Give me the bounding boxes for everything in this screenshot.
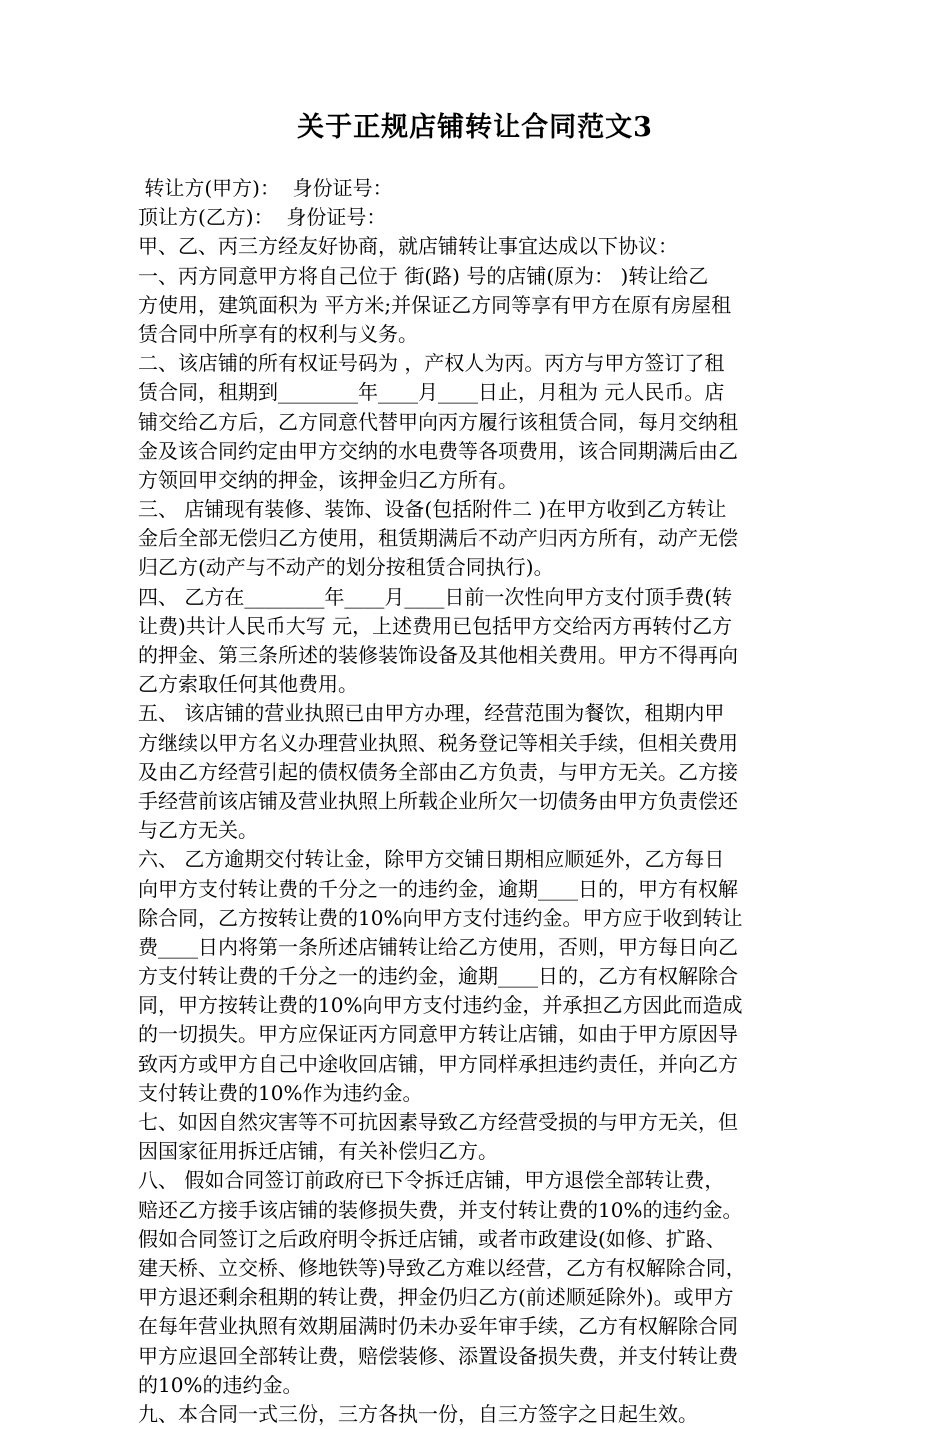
document-line: 转让方(甲方)： 身份证号： [138,176,393,200]
document-line: 假如合同签订之后政府明令拆迁店铺，或者市政建设(如修、扩路、 [138,1226,726,1251]
document-line: 赁合同中所享有的权利与义务。 [138,321,418,346]
document-line: 铺交给乙方后，乙方同意代替甲向丙方履行该租赁合同，每月交纳租 [138,409,738,434]
document-line: 一、丙方同意甲方将自己位于 街(路) 号的店铺(原为： )转让给乙 [138,263,709,288]
document-line: 让费)共计人民币大写 元，上述费用已包括甲方交给丙方再转付乙方 [138,613,733,638]
document-line: 三、 店铺现有装修、装饰、设备(包括附件二 )在甲方收到乙方转让 [138,497,727,522]
document-body [138,174,816,1429]
document-line: 支付转让费的10%作为违约金。 [138,1080,423,1105]
document-line: 致丙方或甲方自己中途收回店铺，甲方同样承担违约责任，并向乙方 [138,1051,738,1076]
document-line: 方领回甲交纳的押金，该押金归乙方所有。 [138,467,518,492]
document-line: 与乙方无关。 [138,818,258,843]
document-line: 方继续以甲方名义办理营业执照、税务登记等相关手续，但相关费用 [138,730,738,755]
document-line: 六、 乙方逾期交付转让金，除甲方交铺日期相应顺延外，乙方每日 [138,847,725,872]
document-line: 因国家征用拆迁店铺，有关补偿归乙方。 [138,1139,498,1164]
document-line: 九、本合同一式三份，三方各执一份，自三方签字之日起生效。 [138,1401,698,1426]
document-line: 建天桥、立交桥、修地铁等)导致乙方难以经营，乙方有权解除合同， [138,1255,746,1280]
document-line: 赁合同，租期到________年____月____日止，月租为 元人民币。店 [138,380,725,405]
document-line: 二、该店铺的所有权证号码为 ，产权人为丙。丙方与甲方签订了租 [138,351,725,376]
document-line: 手经营前该店铺及营业执照上所载企业所欠一切债务由甲方负责偿还 [138,788,738,813]
document-line: 费____日内将第一条所述店铺转让给乙方使用，否则，甲方每日向乙 [138,934,738,959]
document-line: 乙方索取任何其他费用。 [138,672,358,697]
document-line: 金后全部无偿归乙方使用，租赁期满后不动产归丙方所有，动产无偿 [138,526,738,551]
document-line: 除合同，乙方按转让费的10%向甲方支付违约金。甲方应于收到转让 [138,905,743,930]
document-line: 及由乙方经营引起的债权债务全部由乙方负责，与甲方无关。乙方接 [138,759,738,784]
document-line: 甲、乙、丙三方经友好协商，就店铺转让事宜达成以下协议： [138,234,678,259]
document-line: 的一切损失。甲方应保证丙方同意甲方转让店铺，如由于甲方原因导 [138,1022,738,1047]
document-line: 顶让方(乙方)： 身份证号： [138,205,387,230]
document-line: 的10%的违约金。 [138,1372,303,1397]
document-line: 甲方退还剩余租期的转让费，押金仍归乙方(前述顺延除外)。或甲方 [138,1285,734,1310]
document-line: 甲方应退回全部转让费，赔偿装修、添置设备损失费，并支付转让费 [138,1343,738,1368]
document-line: 八、 假如合同签订前政府已下令拆迁店铺，甲方退偿全部转让费， [138,1168,725,1193]
document-line: 在每年营业执照有效期届满时仍未办妥年审手续，乙方有权解除合同 [138,1314,738,1339]
document-line: 七、如因自然灾害等不可抗因素导致乙方经营受损的与甲方无关，但 [138,1110,738,1134]
document-line: 方支付转让费的千分之一的违约金，逾期____日的，乙方有权解除合 [138,964,738,989]
document-line: 金及该合同约定由甲方交纳的水电费等各项费用，该合同期满后由乙 [138,438,738,463]
document-line: 归乙方(动产与不动产的划分按租赁合同执行)。 [138,555,554,580]
document-line: 赔还乙方接手该店铺的装修损失费，并支付转让费的10%的违约金。 [138,1197,743,1222]
document-line: 的押金、第三条所述的装修装饰设备及其他相关费用。甲方不得再向 [138,643,738,667]
document-line: 方使用，建筑面积为 平方米;并保证乙方同等享有甲方在原有房屋租 [138,292,732,317]
document-line: 向甲方支付转让费的千分之一的违约金，逾期____日的，甲方有权解 [138,876,738,901]
document-line: 五、 该店铺的营业执照已由甲方办理，经营范围为餐饮，租期内甲 [138,701,725,726]
document-title: 关于正规店铺转让合同范文3 [297,112,653,143]
document-line: 同，甲方按转让费的10%向甲方支付违约金，并承担乙方因此而造成 [138,993,743,1018]
document-line: 四、 乙方在________年____月____日前一次性向甲方支付顶手费(转 [138,584,733,609]
